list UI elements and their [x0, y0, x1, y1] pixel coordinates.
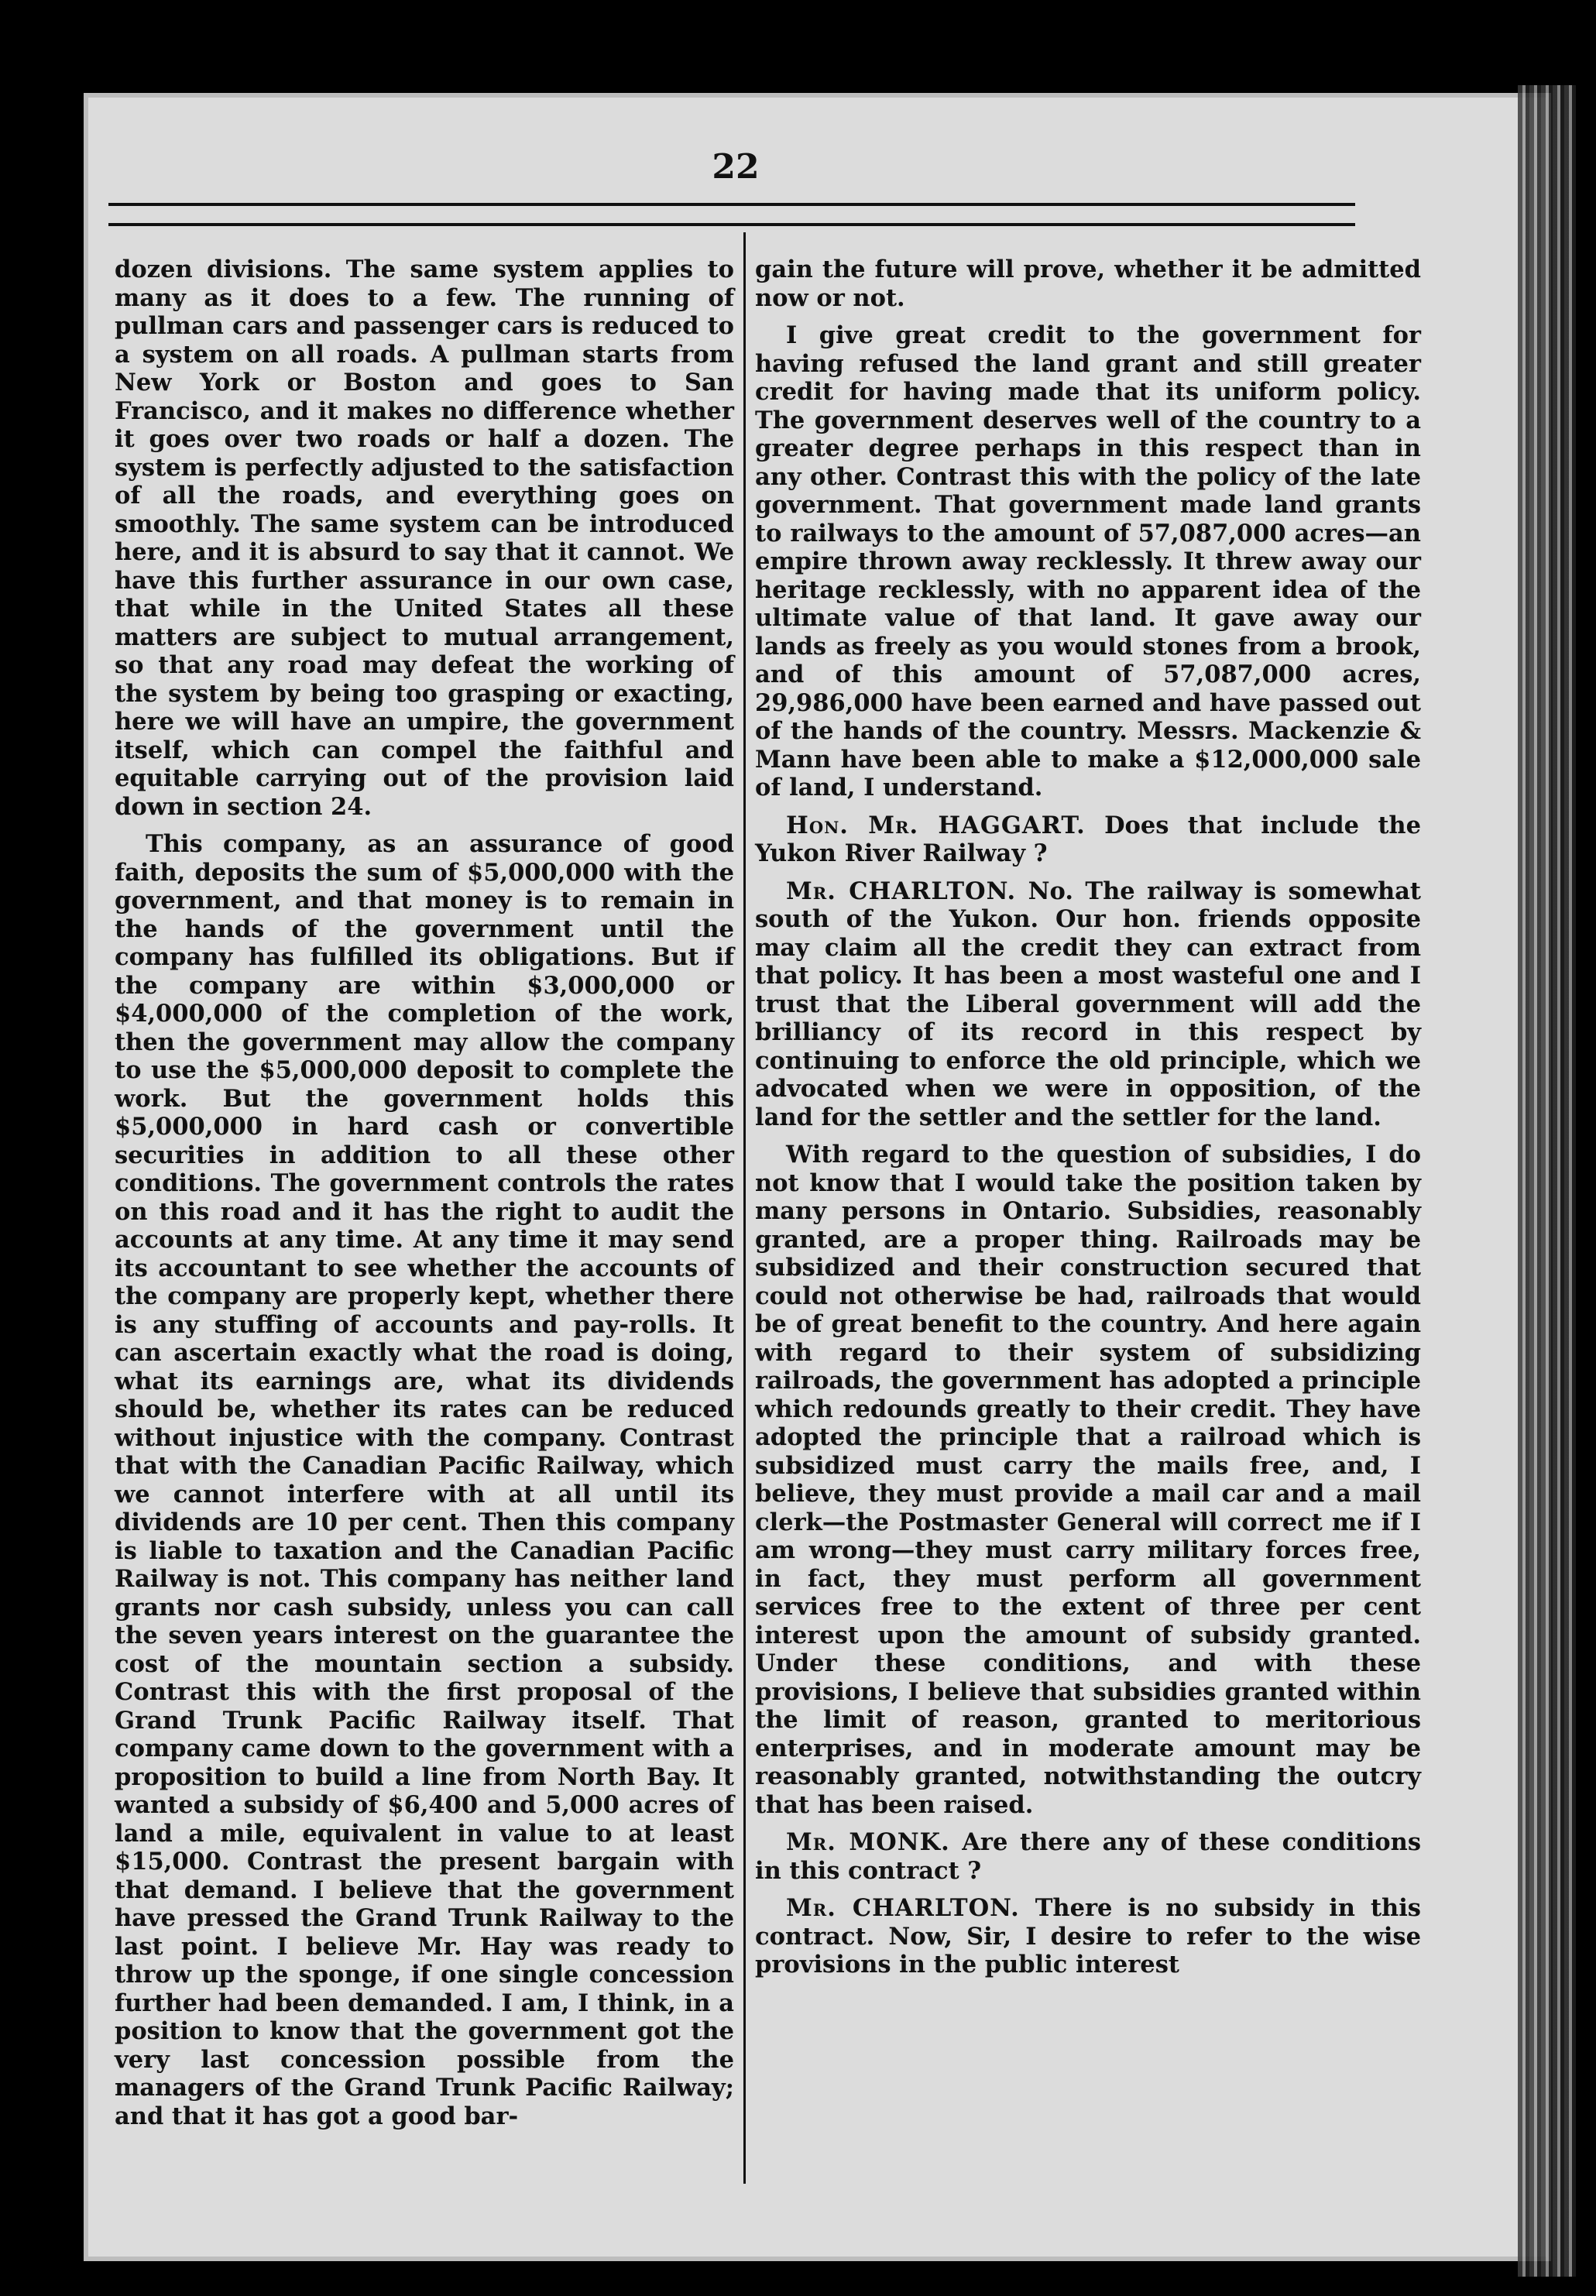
- paragraph-text: I give great credit to the government for having refused the land grant and still greater credit for having made that its uniform policy. The government deserves well of the country to a greater degree perhaps in this respect than in any other. Contrast this with the policy of the late government. That government made land grants to railways to the amount of 57,087,000 acres—an empire thrown away recklessly. It threw away our heritage recklessly, with no apparent idea of the ultimate value of that land. It gave away our lands as freely as you would stones from a brook, and of this amount of 57,087,000 acres, 29,986,000 have been earned and have passed out of the hands of the country. Messrs. Mackenzie & Mann have been able to make a $12,000,000 sale of land, I understand.: [755, 321, 1421, 801]
- right-column: [755, 256, 1421, 1989]
- page-number: 22: [712, 147, 760, 187]
- right-paragraph-4: [755, 877, 1421, 1132]
- speaker-name: Hon. Mr. HAGGART.: [786, 811, 1086, 839]
- right-paragraph-7: [755, 1894, 1421, 1979]
- left-paragraph-1: dozen divisions. The same system applies to many as it does to a few. The running of pullman cars and passenger cars is reduced to a system on all roads. A pullman starts from New York or Boston and goes to San Francisco, and it makes no difference whether it goes over two roads or half a dozen. The system is perfectly adjusted to the satisfaction of all the roads, and everything goes on smoothly. The same system can be introduced here, and it is absurd to say that it cannot. We have this further assurance in our own case, that while in the United States all these matters are subject to mutual arrangement, so that any road may defeat the working of the system by being too grasping or exacting, here we will have an umpire, the government itself, which can compel the faithful and equitable carrying out of the provision laid down in section 24.: [115, 256, 734, 821]
- right-paragraph-6: [755, 1828, 1421, 1885]
- right-paragraph-5: [755, 1141, 1421, 1819]
- speaker-name: Mr. CHARLTON.: [786, 877, 1017, 905]
- right-paragraph-3: [755, 812, 1421, 868]
- page-edge-shadow: [1518, 85, 1576, 2277]
- paragraph-text: gain the future will prove, whether it be admitted now or not.: [755, 256, 1421, 312]
- header-rule-bottom: [108, 223, 1355, 226]
- paragraph-text: Does that include the Yukon River Railway ?: [755, 811, 1421, 867]
- right-paragraph-1: [755, 256, 1421, 312]
- paragraph-text: With regard to the question of subsidies, I do not know that I would take the position taken by many persons in Ontario. Subsidies, reasonably granted, are a proper thing. Railroads may be subsidized and their construction secured that could not otherwise be had, railroads that would be of great benefit to the country. And here again with regard to their system of subsidizing railroads, the government has adopted a principle which redounds greatly to their credit. They have adopted the principle that a railroad which is subsidized must carry the mails free, and, I believe, they must provide a mail car and a mail clerk—the Postmaster General will correct me if I am wrong—they must carry military forces free, in fact, they must perform all government services free to the extent of three per cent interest upon the amount of subsidy granted. Under these conditions, and with these provisions, I believe that subsidies granted within the limit of reason, granted to meritorious enterprises, and in moderate amount may be reasonably granted, notwithstanding the outcry that has been raised.: [755, 1141, 1421, 1819]
- column-divider: [743, 232, 746, 2184]
- left-column: [115, 256, 734, 2140]
- speaker-name: Mr. MONK.: [786, 1828, 950, 1856]
- speaker-name: Mr. CHARLTON.: [786, 1894, 1020, 1922]
- paragraph-text: There is no subsidy in this contract. Now, Sir, I desire to refer to the wise provisions in the public interest: [755, 1894, 1421, 1979]
- header-rule-top: [108, 203, 1355, 206]
- left-paragraph-2: This company, as an assurance of good faith, deposits the sum of $5,000,000 with the government, and that money is to remain in the hands of the government until the company has fulfilled its obligations. But if the company are within $3,000,000 or $4,000,000 of the completion of the work, then the government may allow the company to use the $5,000,000 deposit to complete the work. But the government holds this $5,000,000 in hard cash or convertible securities in addition to all these other conditions. The government controls the rates on this road and it has the right to audit the accounts at any time. At any time it may send its accountant to see whether the accounts of the company are properly kept, whether there is any stuffing of accounts and pay-rolls. It can ascertain exactly what the road is doing, what its earnings are, what its dividends should be, whether its rates can be reduced without injustice with the company. Contrast that with the Canadian Pacific Railway, which we cannot interfere with at all until its dividends are 10 per cent. Then this company is liable to taxation and the Canadian Pacific Railway is not. This company has neither land grants nor cash subsidy, unless you can call the seven years interest on the guarantee the cost of the mountain section a subsidy. Contrast this with the first proposal of the Grand Trunk Pacific Railway itself. That company came down to the government with a proposition to build a line from North Bay. It wanted a subsidy of $6,400 and 5,000 acres of land a mile, equivalent in value to at least $15,000. Contrast the present bargain with that demand. I believe that the government have pressed the Grand Trunk Railway to the last point. I believe Mr. Hay was ready to throw up the sponge, if one single concession further had been demanded. I am, I think, in a position to know that the government got the very last concession possible from the managers of the Grand Trunk Pacific Railway; and that it has got a good bar-: [115, 830, 734, 2130]
- paragraph-text: No. The railway is somewhat south of the Yukon. Our hon. friends opposite may claim all the credit they can extract from that policy. It has been a most wasteful one and I trust that the Liberal government will add the brilliancy of its record in this respect by continuing to enforce the old principle, which we advocated when we were in opposition, of the land for the settler and the settler for the land.: [755, 877, 1422, 1131]
- paragraph-text: Are there any of these conditions in this contract ?: [755, 1828, 1421, 1885]
- right-paragraph-2: [755, 321, 1421, 802]
